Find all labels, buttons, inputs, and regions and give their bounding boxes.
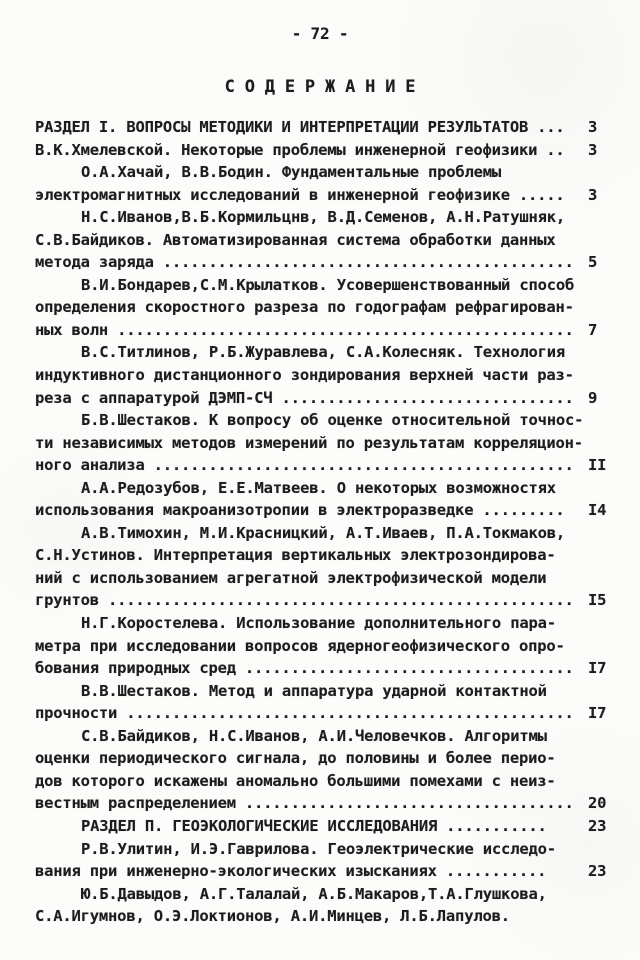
toc-line-text: РАЗДЕЛ П. ГЕОЭКОЛОГИЧЕСКИЕ ИССЛЕДОВАНИЯ: [81, 816, 438, 835]
toc-title: С О Д Е Р Ж А Н И Е: [224, 77, 416, 97]
toc-line: [35, 522, 630, 545]
toc-line-text: прочности: [35, 704, 118, 723]
toc-line: [35, 116, 630, 139]
toc-line-text: С.Н.Устинов. Интерпретация вертикальных электрозондирова-: [35, 546, 556, 565]
toc-line-text: А.В.Тимохин, М.И.Красницкий, А.Т.Иваев, П.А.Токмаков,: [81, 523, 565, 542]
toc-page-number: 3: [588, 140, 598, 159]
toc-line-text: вания при инженерно-экологических изысканиях: [35, 862, 437, 881]
toc-line-text: А.А.Редозубов, Е.Е.Матвеев. О некоторых возможностях: [81, 478, 556, 497]
toc-line-text: метода заряда: [35, 253, 154, 272]
toc-line: [35, 432, 630, 455]
dot-leader: ...........: [445, 862, 547, 881]
toc-line: [35, 251, 630, 274]
toc-line-text: грунтов: [35, 591, 99, 610]
toc-line-text: С.А.Игумнов, О.Э.Локтионов, А.И.Минцев, Л.Б.Лапулов.: [35, 907, 510, 926]
dot-leader: .................................................: [126, 704, 574, 723]
toc-line-text: ти независимых методов измерений по результатам корреляцион-: [35, 433, 583, 452]
toc-line: [35, 341, 630, 364]
toc-page-number: I7: [588, 704, 607, 723]
toc-line-text: Б.В.Шестаков. К вопросу об оценке относительной точнос-: [81, 411, 584, 430]
toc-line: [35, 454, 630, 477]
toc-line: [35, 838, 630, 861]
toc-line-text: Р.В.Улитин, И.Э.Гаврилова. Геоэлектрические исследо-: [81, 839, 556, 858]
toc-page-number: 9: [588, 388, 598, 407]
dot-leader: ..............................................: [153, 456, 574, 475]
toc-line: [35, 387, 630, 410]
toc-line-text: С.В.Байдиков, Н.С.Иванов, А.И.Человечков. Алгоритмы: [81, 726, 547, 745]
toc-line: [35, 680, 630, 703]
toc-line: [35, 883, 630, 906]
toc-page-number: 20: [588, 794, 607, 813]
toc-line-text: Ю.Б.Давыдов, А.Г.Талалай, А.Б.Макаров,Т.А.Глушкова,: [81, 884, 547, 903]
toc-page-number: 5: [588, 253, 598, 272]
toc-line-text: О.А.Хачай, В.В.Бодин. Фундаментальные проблемы: [81, 163, 502, 182]
toc-line: [35, 477, 630, 500]
toc-line-text: вестным распределением: [35, 794, 236, 813]
toc-line-text: использования макроанизотропии в электроразведке: [35, 501, 474, 520]
toc-line: [35, 409, 630, 432]
toc-line-text: дов которого искажены аномально большими помехами с неиз-: [35, 771, 556, 790]
toc-line-text: реза с аппаратурой ДЭМП-СЧ: [35, 388, 273, 407]
toc-list: [35, 116, 630, 928]
dot-leader: .............................................: [162, 253, 574, 272]
toc-line-text: метра при исследовании вопросов ядерногеофизического опро-: [35, 636, 565, 655]
dot-leader: ...................................................: [107, 591, 574, 610]
dot-leader: .....: [518, 185, 565, 204]
toc-page-number: I5: [588, 591, 607, 610]
toc-line-text: РАЗДЕЛ I. ВОПРОСЫ МЕТОДИКИ И ИНТЕРПРЕТАЦИИ РЕЗУЛЬТАТОВ: [35, 118, 529, 136]
toc-line-text: ного анализа: [35, 456, 145, 475]
toc-line: [35, 499, 630, 522]
toc-line: [35, 544, 630, 567]
toc-line: [35, 567, 630, 590]
toc-line: [35, 770, 630, 793]
toc-line: [35, 815, 630, 838]
dot-leader: ...: [537, 118, 565, 136]
toc-line: [35, 184, 630, 207]
toc-line: [35, 747, 630, 770]
toc-line: [35, 635, 630, 658]
toc-line-text: Н.С.Иванов,В.Б.Кормильцнв, В.Д.Семенов, А.Н.Ратушняк,: [81, 208, 565, 227]
toc-page-number: 23: [588, 816, 607, 835]
toc-line: [35, 296, 630, 319]
toc-line-text: определения скоростного разреза по годографам рефрагирован-: [35, 298, 574, 317]
toc-line: [35, 702, 630, 725]
toc-line: [35, 274, 630, 297]
toc-line-text: ных волн: [35, 320, 109, 339]
toc-page-number: 3: [588, 118, 598, 136]
toc-line-text: электромагнитных исследований в инженерной геофизике: [35, 185, 510, 204]
dot-leader: ...........: [446, 816, 547, 835]
toc-line: [35, 725, 630, 748]
dot-leader: ..: [546, 140, 565, 159]
toc-line: [35, 364, 630, 387]
toc-line-text: Н.Г.Коростелева. Использование дополнительного пара-: [81, 614, 556, 633]
toc-line-text: В.С.Титлинов, Р.Б.Журавлева, С.А.Колесняк. Технология: [81, 343, 565, 362]
toc-line: [35, 229, 630, 252]
toc-line-text: С.В.Байдиков. Автоматизированная система обработки данных: [35, 230, 556, 249]
toc-line-text: оценки периодического сигнала, до половины и более перио-: [35, 749, 556, 768]
toc-line: [35, 860, 630, 883]
toc-line: [35, 792, 630, 815]
toc-line-text: В.И.Бондарев,С.М.Крылатков. Усовершенствованный способ: [81, 275, 575, 294]
toc-line: [35, 161, 630, 184]
toc-line-text: бования природных сред: [35, 659, 236, 678]
toc-page-number: II: [588, 456, 607, 475]
toc-line: [35, 206, 630, 229]
toc-page-number: I7: [588, 659, 607, 678]
dot-leader: ....................................: [244, 794, 574, 813]
dot-leader: ....................................: [244, 659, 574, 678]
page-number-header: - 72 -: [291, 24, 349, 43]
toc-line: [35, 589, 630, 612]
toc-line: [35, 612, 630, 635]
dot-leader: ..................................................: [117, 320, 574, 339]
toc-line-text: В.К.Хмелевской. Некоторые проблемы инженерной геофизики: [35, 140, 538, 159]
toc-page-number: 23: [588, 862, 607, 881]
toc-line-text: В.В.Шестаков. Метод и аппаратура ударной контактной: [81, 681, 547, 700]
toc-line: [35, 905, 630, 928]
dot-leader: ................................: [281, 388, 574, 407]
toc-page-number: I4: [588, 501, 607, 520]
toc-line: [35, 657, 630, 680]
toc-page-number: 3: [588, 185, 598, 204]
toc-page-number: 7: [588, 320, 598, 339]
toc-line-text: индуктивного дистанционного зондирования верхней части раз-: [35, 366, 574, 385]
toc-line: [35, 319, 630, 342]
toc-line: [35, 139, 630, 162]
toc-line-text: ний с использованием агрегатной электрофизической модели: [35, 568, 547, 587]
dot-leader: .........: [482, 501, 565, 520]
